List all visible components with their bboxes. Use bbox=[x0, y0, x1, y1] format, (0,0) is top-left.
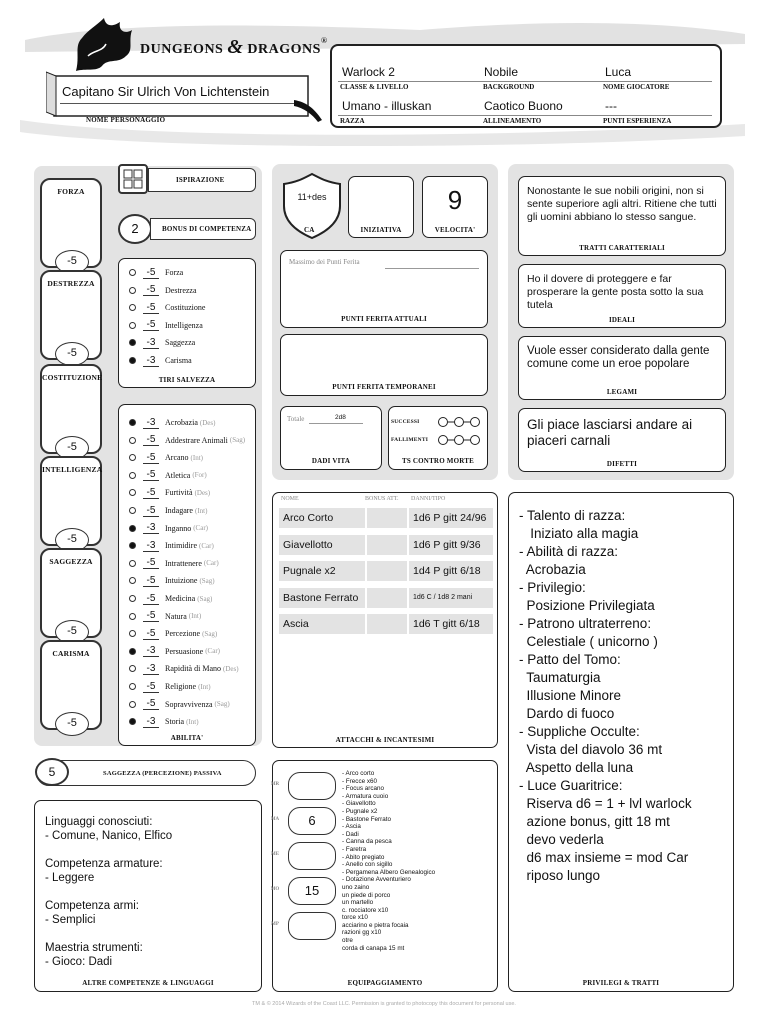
hit-points-current-box[interactable] bbox=[280, 250, 488, 328]
coin-value[interactable] bbox=[288, 842, 336, 870]
skill-name: Inganno bbox=[165, 523, 192, 533]
proficiency-line bbox=[45, 843, 172, 857]
skill-name: Medicina bbox=[165, 594, 196, 603]
hit-points-max-label: Massimo dei Punti Ferita bbox=[289, 258, 360, 266]
feature-line: Dardo di fuoco bbox=[519, 706, 615, 721]
equipment-item: - Pergamena Albero Genealogico bbox=[342, 868, 436, 876]
skill-attribute: (Int) bbox=[188, 612, 202, 621]
character-name[interactable]: Capitano Sir Ulrich Von Lichtenstein bbox=[62, 84, 270, 99]
bonds-label: LEGAMI bbox=[606, 388, 638, 396]
skill-name: Addestrare Animali bbox=[165, 435, 228, 445]
save-row[interactable] bbox=[129, 317, 203, 334]
feature-line: - Patto del Tomo: bbox=[519, 652, 621, 667]
attack-damage[interactable]: 1d6 P gitt 9/36 bbox=[409, 535, 493, 555]
proficiency-line: Competenza armature: bbox=[45, 858, 163, 870]
speed-label: VELOCITA' bbox=[434, 226, 476, 234]
ability-box-wisdom bbox=[40, 548, 102, 638]
personality-traits-box[interactable] bbox=[518, 176, 726, 256]
skill-modifier: -5 bbox=[143, 628, 159, 640]
skill-modifier: -5 bbox=[143, 557, 159, 569]
feature-line: riposo lungo bbox=[519, 868, 601, 883]
skill-attribute: (Car) bbox=[205, 647, 220, 656]
equipment-item: torce x10 bbox=[342, 914, 368, 922]
proficiency-line: - Comune, Nanico, Elfico bbox=[45, 830, 173, 842]
death-saves-fail-label: FALLIMENTI bbox=[391, 437, 429, 443]
save-name: Forza bbox=[165, 268, 184, 277]
proficiency-line: Competenza armi: bbox=[45, 900, 139, 912]
skill-name: Atletica bbox=[165, 470, 191, 480]
footer-copyright: TM & © 2014 Wizards of the Coast LLC. Permission is granted to photocopy this document for personal use. bbox=[252, 1001, 516, 1007]
inspiration-checkbox[interactable] bbox=[118, 164, 148, 194]
flaws-box[interactable] bbox=[518, 408, 726, 472]
coin-value[interactable] bbox=[288, 912, 336, 940]
skill-row[interactable] bbox=[129, 660, 239, 677]
equipment-item: - Pugnale x2 bbox=[342, 807, 378, 815]
skill-modifier: -5 bbox=[143, 505, 159, 517]
character-name-line bbox=[60, 103, 302, 104]
skill-attribute: (Int) bbox=[194, 506, 208, 515]
attack-damage[interactable]: 1d6 P gitt 24/96 bbox=[409, 508, 493, 528]
skill-attribute: (Int) bbox=[198, 682, 211, 691]
dragon-logo-icon bbox=[68, 16, 138, 76]
skill-row[interactable] bbox=[129, 696, 230, 713]
attack-bonus[interactable] bbox=[367, 614, 407, 634]
class-level-value[interactable]: Warlock 2 bbox=[342, 65, 395, 79]
equipment-list[interactable] bbox=[342, 770, 435, 952]
ability-name: CARISMA bbox=[52, 649, 90, 658]
ability-name: SAGGEZZA bbox=[49, 557, 93, 566]
skill-proficiency-dot[interactable] bbox=[129, 665, 136, 672]
skill-attribute: (Int) bbox=[186, 717, 199, 726]
attacks-box bbox=[272, 492, 498, 748]
features-box bbox=[508, 492, 734, 992]
skill-attribute: (Sag) bbox=[202, 629, 218, 638]
skill-modifier: -3 bbox=[143, 645, 159, 657]
feature-line: Riserva d6 = 1 + lvl warlock bbox=[519, 796, 692, 811]
feature-line: Posizione Privilegiata bbox=[519, 598, 655, 613]
ability-modifier[interactable]: -5 bbox=[55, 436, 89, 460]
hit-dice-total-label: Totale bbox=[287, 415, 305, 423]
equipment-item: - Faretra bbox=[342, 845, 367, 853]
bonds-text: Vuole esser considerato dalla gente comune come un eroe popolare bbox=[527, 345, 710, 370]
skill-proficiency-dot[interactable] bbox=[129, 701, 136, 708]
skill-attribute: (Des) bbox=[223, 664, 239, 673]
proficiency-line: - Leggere bbox=[45, 872, 95, 884]
feature-line: azione bonus, gitt 18 mt bbox=[519, 814, 670, 829]
feature-line: Iniziato alla magia bbox=[519, 526, 639, 541]
skill-row[interactable] bbox=[129, 678, 211, 695]
features-text[interactable] bbox=[519, 507, 692, 885]
equipment-item: - Arco corto bbox=[342, 770, 375, 777]
skill-modifier: -5 bbox=[143, 469, 159, 481]
skill-row[interactable] bbox=[129, 467, 207, 484]
ability-name: INTELLIGENZA bbox=[42, 465, 103, 474]
skill-proficiency-dot[interactable] bbox=[129, 560, 136, 567]
ability-name: DESTREZZA bbox=[47, 279, 95, 288]
skill-name: Indagare bbox=[165, 506, 193, 515]
skill-modifier: -5 bbox=[143, 681, 159, 693]
coin-label: MA bbox=[270, 817, 280, 822]
background-value[interactable]: Nobile bbox=[484, 65, 519, 79]
feature-line: devo vederla bbox=[519, 832, 604, 847]
proficiency-label: BONUS DI COMPETENZA bbox=[162, 225, 252, 233]
speed-box bbox=[422, 176, 488, 238]
skill-row[interactable] bbox=[129, 484, 210, 501]
coin-label: MP bbox=[271, 922, 279, 927]
skill-attribute: (Des) bbox=[194, 488, 211, 497]
skill-name: Acrobazia bbox=[165, 418, 198, 427]
player-name-value[interactable]: Luca bbox=[605, 65, 632, 79]
skill-row[interactable] bbox=[129, 537, 214, 554]
equipment-item: - Ascia bbox=[342, 823, 361, 831]
skill-row[interactable] bbox=[129, 555, 219, 572]
background-label: BACKGROUND bbox=[483, 83, 535, 91]
save-modifier: -5 bbox=[143, 319, 159, 331]
flaws-text: Gli piace lasciarsi andare ai piaceri carnali bbox=[527, 417, 693, 448]
flaws-label: DIFETTI bbox=[606, 460, 638, 468]
skill-modifier: -3 bbox=[143, 522, 159, 534]
feature-line: - Abilità di razza: bbox=[519, 544, 619, 559]
hit-dice-total-value[interactable]: 2d8 bbox=[335, 414, 346, 421]
armor-class-label: CA bbox=[304, 226, 315, 234]
ideals-label: IDEALI bbox=[608, 316, 636, 324]
attack-name[interactable]: Pugnale x2 bbox=[279, 561, 365, 581]
proficiencies-label: ALTRE COMPETENZE & LINGUAGGI bbox=[82, 979, 214, 987]
skill-proficiency-dot[interactable] bbox=[129, 613, 136, 620]
save-name: Saggezza bbox=[165, 338, 196, 348]
equipment-item: - Dotazione Avventuriero bbox=[342, 876, 411, 884]
alignment-label: ALLINEAMENTO bbox=[483, 117, 542, 125]
equipment-item: uno zaino bbox=[342, 883, 370, 891]
save-row[interactable] bbox=[129, 264, 183, 281]
experience-label: PUNTI ESPERIENZA bbox=[603, 117, 672, 125]
race-value[interactable]: Umano - illuskan bbox=[342, 99, 432, 113]
proficiency-value[interactable]: 2 bbox=[118, 214, 152, 244]
hit-dice-label: DADI VITA bbox=[311, 457, 351, 465]
save-modifier: -5 bbox=[143, 267, 159, 279]
race-label: RAZZA bbox=[340, 117, 365, 125]
ability-name: COSTITUZIONE bbox=[42, 373, 103, 382]
save-row[interactable] bbox=[129, 299, 205, 316]
attack-damage[interactable]: 1d6 C / 1d8 2 mani bbox=[409, 588, 493, 608]
personality-traits-text: Nonostante le sue nobili origini, non si sente superiore agli altri. Ritiene che tutti gli uomini abbiano lo stesso sangue. bbox=[527, 185, 717, 223]
save-name: Intelligenza bbox=[165, 320, 203, 330]
skill-name: Arcano bbox=[165, 453, 189, 463]
save-modifier: -3 bbox=[143, 337, 159, 349]
skill-attribute: (Car) bbox=[199, 541, 214, 550]
feature-line: - Suppliche Occulte: bbox=[519, 724, 640, 739]
save-proficiency-dot[interactable] bbox=[129, 304, 136, 311]
equipment-item: corda di canapa 15 mt bbox=[342, 944, 405, 952]
banner-scroll-icon bbox=[292, 96, 328, 126]
passive-perception-label: SAGGEZZA (PERCEZIONE) PASSIVA bbox=[103, 770, 222, 777]
skill-proficiency-dot[interactable] bbox=[129, 437, 136, 444]
skill-name: Intrattenere bbox=[165, 558, 202, 568]
save-modifier: -3 bbox=[143, 355, 159, 367]
equipment-item: - Focus arcano bbox=[342, 785, 384, 793]
skill-row[interactable] bbox=[129, 502, 207, 519]
attacks-label: ATTACCHI & INCANTESIMI bbox=[335, 736, 435, 744]
hit-points-temp-label: PUNTI FERITA TEMPORANEI bbox=[332, 383, 436, 391]
skill-name: Rapidità di Mano bbox=[165, 664, 221, 674]
skill-attribute: (Car) bbox=[203, 559, 219, 568]
save-name: Carisma bbox=[165, 356, 192, 365]
save-proficiency-dot[interactable] bbox=[129, 269, 136, 276]
attack-name[interactable]: Arco Corto bbox=[279, 508, 365, 528]
skill-modifier: -5 bbox=[143, 610, 159, 622]
proficiency-line: - Semplici bbox=[45, 914, 96, 926]
equipment-item: un martello bbox=[342, 899, 374, 907]
equipment-item: - Canna da pesca bbox=[342, 838, 392, 846]
proficiencies-box bbox=[34, 800, 262, 992]
proficiency-line: Maestria strumenti: bbox=[45, 942, 143, 954]
skill-name: Intuizione bbox=[165, 576, 198, 586]
skill-proficiency-dot[interactable] bbox=[129, 507, 136, 514]
passive-perception-box bbox=[36, 760, 256, 786]
skill-modifier: -3 bbox=[143, 716, 159, 728]
death-saves-success-label: SUCCESSI bbox=[391, 419, 420, 425]
skills-box bbox=[118, 404, 256, 746]
coin-label: ME bbox=[270, 852, 280, 857]
attack-bonus[interactable] bbox=[367, 588, 407, 608]
skill-name: Furtività bbox=[165, 488, 193, 498]
save-modifier: -5 bbox=[143, 302, 159, 314]
feature-line: Vista del diavolo 36 mt bbox=[519, 742, 663, 757]
ability-box-strength bbox=[40, 178, 102, 268]
attack-name[interactable]: Ascia bbox=[279, 614, 365, 634]
save-row[interactable] bbox=[129, 334, 195, 351]
feature-line: Aspetto della luna bbox=[519, 760, 634, 775]
attack-bonus[interactable] bbox=[367, 508, 407, 528]
ability-box-charisma bbox=[40, 640, 102, 730]
feature-line: - Patrono ultraterreno: bbox=[519, 616, 652, 631]
skill-name: Natura bbox=[165, 611, 187, 621]
armor-class-value[interactable]: 11+des bbox=[297, 192, 327, 202]
skill-row[interactable] bbox=[129, 713, 199, 730]
attack-name[interactable]: Giavellotto bbox=[279, 535, 365, 555]
equipment-item: - Bastone Ferrato bbox=[342, 815, 391, 823]
equipment-item: acciarino e pietra focaia bbox=[342, 921, 409, 929]
skill-proficiency-dot[interactable] bbox=[129, 489, 136, 496]
feature-line: - Luce Guaritrice: bbox=[519, 778, 623, 793]
hit-points-current-label: PUNTI FERITA ATTUALI bbox=[341, 315, 427, 323]
death-saves-success-checks[interactable] bbox=[437, 415, 483, 429]
skill-name: Intimidire bbox=[165, 541, 197, 551]
skill-name: Religione bbox=[165, 682, 197, 691]
attack-bonus[interactable] bbox=[367, 561, 407, 581]
proficiency-line bbox=[45, 885, 172, 899]
skill-modifier: -3 bbox=[143, 540, 159, 552]
equipment-item: otre bbox=[342, 937, 353, 945]
alignment-value[interactable]: Caotico Buono bbox=[484, 99, 563, 113]
skill-proficiency-dot[interactable] bbox=[129, 454, 136, 461]
skill-row[interactable] bbox=[129, 432, 245, 449]
proficiency-line: - Gioco: Dadi bbox=[45, 956, 113, 968]
ability-modifier[interactable]: -5 bbox=[55, 620, 89, 644]
skill-attribute: (Sag) bbox=[199, 576, 215, 585]
ability-name: FORZA bbox=[57, 187, 85, 196]
skills-label: ABILITA' bbox=[170, 734, 204, 742]
ability-box-intelligence bbox=[40, 456, 102, 546]
equipment-item: un piede di porco bbox=[342, 891, 391, 899]
ideals-text: Ho il dovere di proteggere e far prosperare la gente posta sotto la sua tutela bbox=[527, 273, 704, 311]
coin-value[interactable]: 6 bbox=[288, 807, 336, 835]
skill-row[interactable] bbox=[129, 572, 215, 589]
skill-proficiency-dot[interactable] bbox=[129, 683, 136, 690]
hit-points-max-line bbox=[385, 268, 479, 269]
ability-modifier[interactable]: -5 bbox=[55, 342, 89, 366]
ability-box-dexterity bbox=[40, 270, 102, 360]
attacks-col-name: NOME bbox=[281, 496, 299, 502]
save-name: Destrezza bbox=[165, 285, 197, 295]
skill-row[interactable] bbox=[129, 414, 215, 431]
ability-box-constitution bbox=[40, 364, 102, 454]
skill-row[interactable] bbox=[129, 449, 203, 466]
skill-modifier: -5 bbox=[143, 593, 159, 605]
skill-attribute: (For) bbox=[192, 471, 207, 480]
equipment-item: c. rocciatore x10 bbox=[342, 906, 389, 914]
skill-name: Persuasione bbox=[165, 646, 204, 656]
skill-proficiency-dot[interactable] bbox=[129, 630, 136, 637]
game-logo: DUNGEONS & DRAGONS® bbox=[140, 36, 328, 58]
skill-attribute: (Sag) bbox=[197, 594, 213, 603]
speed-value[interactable]: 9 bbox=[447, 185, 463, 215]
ideals-box[interactable] bbox=[518, 264, 726, 328]
equipment-label: EQUIPAGGIAMENTO bbox=[347, 979, 423, 987]
skill-row[interactable] bbox=[129, 625, 217, 642]
skill-proficiency-dot[interactable] bbox=[129, 525, 136, 532]
equipment-item: - Frecce x60 bbox=[342, 777, 377, 785]
passive-perception-value[interactable]: 5 bbox=[35, 758, 69, 786]
save-name: Costituzione bbox=[165, 303, 206, 313]
skill-attribute: (Sag) bbox=[214, 700, 230, 709]
bonds-box[interactable] bbox=[518, 336, 726, 400]
inspiration-grid-icon bbox=[120, 166, 146, 192]
skill-attribute: (Int) bbox=[190, 453, 203, 462]
saving-throws-label: TIRI SALVEZZA bbox=[158, 376, 216, 384]
skill-modifier: -5 bbox=[143, 487, 159, 499]
hit-dice-total-line bbox=[309, 423, 363, 424]
save-proficiency-dot[interactable] bbox=[129, 287, 136, 294]
hit-dice-box[interactable] bbox=[280, 406, 382, 470]
skill-row[interactable] bbox=[129, 520, 208, 537]
skill-attribute: (Sag) bbox=[229, 436, 246, 445]
proficiencies-text[interactable] bbox=[45, 815, 172, 969]
skill-name: Percezione bbox=[165, 629, 201, 639]
coin-value[interactable]: 15 bbox=[288, 877, 336, 905]
proficiency-line: Linguaggi conosciuti: bbox=[45, 816, 153, 828]
skill-proficiency-dot[interactable] bbox=[129, 648, 136, 655]
attack-bonus[interactable] bbox=[367, 535, 407, 555]
initiative-box[interactable] bbox=[348, 176, 414, 238]
skill-proficiency-dot[interactable] bbox=[129, 542, 136, 549]
equipment-item: razioni gg x10 bbox=[342, 929, 382, 937]
skill-proficiency-dot[interactable] bbox=[129, 472, 136, 479]
initiative-label: INIZIATIVA bbox=[360, 226, 402, 234]
death-saves-label: TS CONTRO MORTE bbox=[402, 457, 474, 465]
attack-name[interactable]: Bastone Ferrato bbox=[279, 588, 365, 608]
attack-damage[interactable]: 1d6 T gitt 6/18 bbox=[409, 614, 493, 634]
skill-row[interactable] bbox=[129, 643, 220, 660]
attacks-col-bonus: BONUS ATT. bbox=[365, 496, 399, 502]
skill-modifier: -5 bbox=[143, 575, 159, 587]
skill-proficiency-dot[interactable] bbox=[129, 577, 136, 584]
equipment-item: - Anello con sigillo bbox=[342, 861, 393, 869]
skill-name: Sopravvivenza bbox=[165, 699, 213, 709]
equipment-item: - Giavellotto bbox=[342, 800, 376, 808]
feature-line: Celestiale ( unicorno ) bbox=[519, 634, 658, 649]
skill-attribute: (Des) bbox=[199, 418, 216, 427]
inspiration-label: ISPIRAZIONE bbox=[176, 176, 225, 184]
skill-row[interactable] bbox=[129, 608, 201, 625]
personality-traits-label: TRATTI CARATTERIALI bbox=[579, 244, 665, 252]
feature-line: - Talento di razza: bbox=[519, 508, 626, 523]
attack-damage[interactable]: 1d4 P gitt 6/18 bbox=[409, 561, 493, 581]
character-name-label: NOME PERSONAGGIO bbox=[86, 116, 166, 124]
coin-label: MR bbox=[270, 782, 280, 787]
save-proficiency-dot[interactable] bbox=[129, 357, 136, 364]
skill-attribute: (Car) bbox=[193, 524, 208, 533]
header-line-top bbox=[338, 81, 712, 82]
feature-line: - Privilegio: bbox=[519, 580, 586, 595]
save-modifier: -5 bbox=[143, 284, 159, 296]
skill-modifier: -3 bbox=[143, 417, 159, 429]
ability-modifier[interactable]: -5 bbox=[55, 250, 89, 274]
header-line-bottom bbox=[338, 115, 712, 116]
save-proficiency-dot[interactable] bbox=[129, 339, 136, 346]
experience-value[interactable]: --- bbox=[605, 99, 617, 113]
skill-proficiency-dot[interactable] bbox=[129, 419, 136, 426]
equipment-item: - Armatura cuoio bbox=[342, 792, 389, 800]
skill-modifier: -5 bbox=[143, 698, 159, 710]
save-row[interactable] bbox=[129, 282, 197, 299]
attacks-col-damage: DANNI/TIPO bbox=[411, 496, 446, 502]
saving-throws-box bbox=[118, 258, 256, 388]
skill-modifier: -5 bbox=[143, 452, 159, 464]
death-saves-fail-checks[interactable] bbox=[437, 433, 483, 447]
ability-modifier[interactable]: -5 bbox=[55, 528, 89, 552]
feature-line: Illusione Minore bbox=[519, 688, 622, 703]
skill-name: Storia bbox=[165, 717, 185, 727]
equipment-item: - Dadi bbox=[342, 830, 359, 838]
coin-label: MO bbox=[270, 887, 280, 892]
feature-line: Taumaturgia bbox=[519, 670, 601, 685]
features-label: PRIVILEGI & TRATTI bbox=[582, 979, 660, 987]
skill-modifier: -5 bbox=[143, 434, 159, 446]
proficiency-line bbox=[45, 927, 172, 941]
feature-line: Acrobazia bbox=[519, 562, 586, 577]
ability-modifier[interactable]: -5 bbox=[55, 712, 89, 736]
skill-proficiency-dot[interactable] bbox=[129, 595, 136, 602]
save-proficiency-dot[interactable] bbox=[129, 322, 136, 329]
feature-line: d6 max insieme = mod Car bbox=[519, 850, 689, 865]
skill-modifier: -3 bbox=[143, 663, 159, 675]
skill-row[interactable] bbox=[129, 590, 212, 607]
player-name-label: NOME GIOCATORE bbox=[603, 83, 670, 91]
coin-value[interactable] bbox=[288, 772, 336, 800]
save-row[interactable] bbox=[129, 352, 192, 369]
death-saves-box bbox=[388, 406, 488, 470]
hit-points-temp-box[interactable] bbox=[280, 334, 488, 396]
equipment-item: - Abito pregiato bbox=[342, 853, 385, 861]
class-level-label: CLASSE & LIVELLO bbox=[340, 83, 409, 91]
skill-proficiency-dot[interactable] bbox=[129, 718, 136, 725]
